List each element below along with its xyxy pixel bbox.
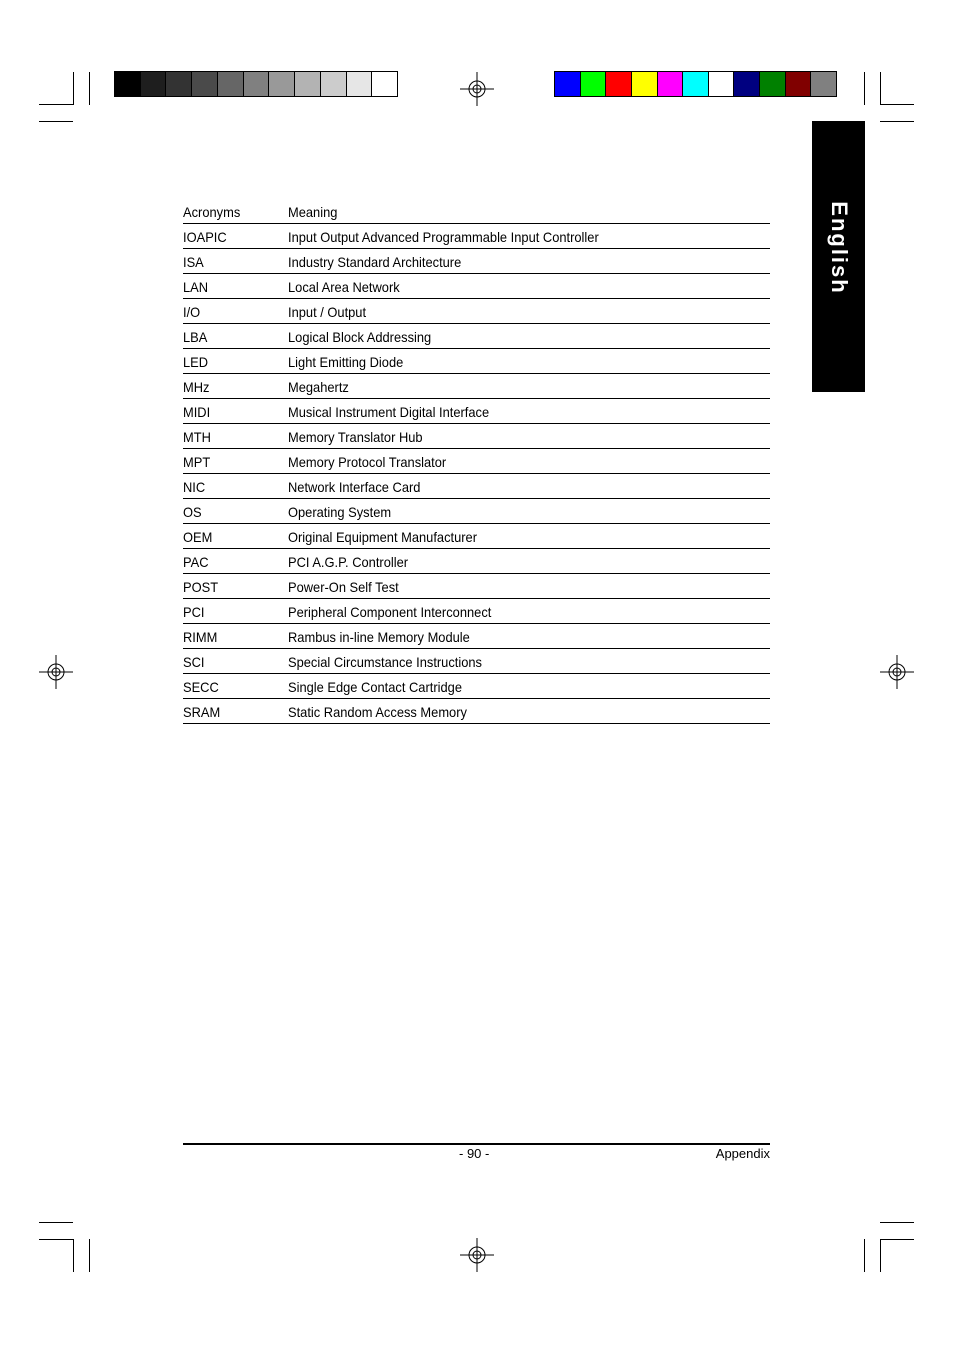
acronym-cell: LBA xyxy=(183,329,208,345)
meaning-cell: Light Emitting Diode xyxy=(288,354,404,370)
acronym-cell: SRAM xyxy=(183,704,221,720)
color-swatch xyxy=(760,72,786,96)
acronym-cell: SCI xyxy=(183,654,205,670)
meaning-cell: Memory Protocol Translator xyxy=(288,454,447,470)
color-swatch xyxy=(115,72,141,96)
acronym-cell: LED xyxy=(183,354,209,370)
grayscale-bar xyxy=(114,71,398,97)
color-swatch xyxy=(166,72,192,96)
table-row xyxy=(183,249,770,274)
crop-mark xyxy=(880,121,914,122)
meaning-cell: Special Circumstance Instructions xyxy=(288,654,483,670)
color-swatch xyxy=(811,72,836,96)
meaning-cell: Single Edge Contact Cartridge xyxy=(288,679,462,695)
table-row xyxy=(183,524,770,549)
color-swatch xyxy=(192,72,218,96)
acronym-cell: MPT xyxy=(183,454,211,470)
crop-mark xyxy=(39,121,73,122)
color-swatch xyxy=(555,72,581,96)
registration-target-icon xyxy=(39,655,73,689)
acronym-cell: I/O xyxy=(183,304,201,320)
crop-mark xyxy=(39,104,73,105)
acronym-cell: LAN xyxy=(183,279,209,295)
table-row xyxy=(183,349,770,374)
meaning-cell: PCI A.G.P. Controller xyxy=(288,554,409,570)
acronym-cell: PAC xyxy=(183,554,209,570)
meaning-cell: Network Interface Card xyxy=(288,479,421,495)
meaning-cell: Operating System xyxy=(288,504,392,520)
crop-mark xyxy=(864,1239,865,1272)
header-meaning: Meaning xyxy=(288,204,338,220)
table-row xyxy=(183,549,770,574)
table-row xyxy=(183,324,770,349)
meaning-cell: Rambus in-line Memory Module xyxy=(288,629,470,645)
table-row xyxy=(183,574,770,599)
table-row xyxy=(183,299,770,324)
table-row xyxy=(183,424,770,449)
acronym-cell: PCI xyxy=(183,604,205,620)
acronym-cell: NIC xyxy=(183,479,206,495)
table-body xyxy=(183,224,770,724)
meaning-cell: Logical Block Addressing xyxy=(288,329,432,345)
meaning-cell: Musical Instrument Digital Interface xyxy=(288,404,490,420)
meaning-cell: Local Area Network xyxy=(288,279,400,295)
table-row xyxy=(183,449,770,474)
table-row xyxy=(183,274,770,299)
color-calibration-bar xyxy=(554,71,837,97)
meaning-cell: Megahertz xyxy=(288,379,349,395)
acronym-cell: MIDI xyxy=(183,404,211,420)
crop-mark xyxy=(73,1239,74,1272)
crop-mark xyxy=(880,72,881,105)
color-swatch xyxy=(632,72,658,96)
color-swatch xyxy=(347,72,373,96)
header-acronyms: Acronyms xyxy=(183,204,241,220)
registration-target-icon xyxy=(460,72,494,106)
language-tab xyxy=(812,121,865,392)
table-row xyxy=(183,599,770,624)
acronym-cell: MHz xyxy=(183,379,210,395)
acronym-cell: MTH xyxy=(183,429,211,445)
meaning-cell: Static Random Access Memory xyxy=(288,704,467,720)
crop-mark xyxy=(39,1239,73,1240)
crop-mark xyxy=(880,1239,914,1240)
color-swatch xyxy=(658,72,684,96)
acronym-cell: POST xyxy=(183,579,219,595)
page-number: - 90 - xyxy=(459,1146,490,1161)
crop-mark xyxy=(880,1239,881,1272)
table-row xyxy=(183,499,770,524)
crop-mark xyxy=(880,104,914,105)
crop-mark xyxy=(880,1222,914,1223)
table-row xyxy=(183,674,770,699)
section-name: Appendix xyxy=(715,1146,770,1161)
meaning-cell: Input Output Advanced Programmable Input Controller xyxy=(288,229,599,245)
footer-rule xyxy=(183,1143,770,1145)
acronym-cell: ISA xyxy=(183,254,204,270)
color-swatch xyxy=(321,72,347,96)
meaning-cell: Original Equipment Manufacturer xyxy=(288,529,478,545)
table-row xyxy=(183,399,770,424)
color-swatch xyxy=(734,72,760,96)
meaning-cell: Power-On Self Test xyxy=(288,579,399,595)
acronym-table xyxy=(183,199,770,724)
meaning-cell: Memory Translator Hub xyxy=(288,429,423,445)
color-swatch xyxy=(295,72,321,96)
color-swatch xyxy=(683,72,709,96)
crop-mark xyxy=(39,1222,73,1223)
table-row xyxy=(183,474,770,499)
acronym-cell: IOAPIC xyxy=(183,229,227,245)
color-swatch xyxy=(218,72,244,96)
meaning-cell: Input / Output xyxy=(288,304,367,320)
table-row xyxy=(183,649,770,674)
color-swatch xyxy=(581,72,607,96)
color-swatch xyxy=(709,72,735,96)
acronym-cell: OEM xyxy=(183,529,213,545)
crop-mark xyxy=(864,72,865,105)
registration-target-icon xyxy=(880,655,914,689)
language-tab-label: English xyxy=(826,201,852,295)
color-swatch xyxy=(786,72,812,96)
acronym-cell: RIMM xyxy=(183,629,218,645)
table-row xyxy=(183,624,770,649)
color-swatch xyxy=(606,72,632,96)
color-swatch xyxy=(269,72,295,96)
color-swatch xyxy=(141,72,167,96)
acronym-cell: OS xyxy=(183,504,202,520)
color-swatch xyxy=(372,72,397,96)
crop-mark xyxy=(89,72,90,105)
crop-mark xyxy=(73,72,74,105)
table-row xyxy=(183,374,770,399)
registration-target-icon xyxy=(460,1238,494,1272)
table-row xyxy=(183,224,770,249)
meaning-cell: Peripheral Component Interconnect xyxy=(288,604,492,620)
table-header-row xyxy=(183,199,770,224)
color-swatch xyxy=(244,72,270,96)
table-row xyxy=(183,699,770,724)
meaning-cell: Industry Standard Architecture xyxy=(288,254,462,270)
acronym-cell: SECC xyxy=(183,679,219,695)
crop-mark xyxy=(89,1239,90,1272)
